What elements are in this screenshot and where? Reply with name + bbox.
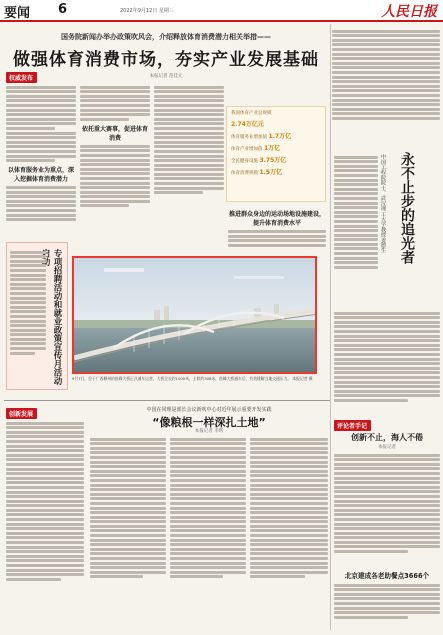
bottom-kicker: 中国在同理是部长会议新吹中心对近年展示重要开发实践: [146, 407, 272, 413]
infographic-value-1: 1.7万亿: [268, 133, 292, 140]
lead-byline: 本报记者 范佳元: [149, 74, 183, 79]
subhead-1: 以体育服务业为重点，深入挖掘体育消费潜力: [7, 167, 74, 184]
infographic-title: 我国体育产业总规模: [231, 111, 272, 116]
subhead-3: 推进群众身边的运动场地设施建设，提升体育消费水平: [228, 211, 325, 227]
newspaper-page: [0, 24, 443, 635]
section-name: 要闻: [4, 6, 31, 21]
infographic-value-2: 1万亿: [263, 145, 281, 152]
bridge-photo: [72, 256, 317, 374]
lead-column-2: [80, 84, 150, 236]
bridge-illustration: [74, 258, 317, 374]
infographic-total: 2.74万亿元: [231, 121, 264, 128]
bottom-byline: 本报记者 李明: [194, 429, 224, 434]
bottom-column-3: [250, 436, 328, 630]
lead-article-header: [4, 28, 328, 79]
lead-column-1: [6, 84, 76, 236]
tag-commentary: 评论者手记: [334, 420, 371, 431]
masthead: [0, 0, 443, 22]
commentary-byline: 本报记者: [378, 445, 396, 450]
page-number: 6: [58, 2, 68, 17]
lead-kicker: 国务院新闻办举办政策吹风会，介绍释放体育消费潜力相关举措——: [61, 33, 271, 41]
bottom-column-2: [170, 436, 246, 630]
infographic-value-4: 1.5万亿: [259, 169, 283, 176]
right-vertical-kicker: 中国工程院院士、武汉理工大学教授姜德生: [380, 154, 386, 253]
side-vertical-title: 专项招聘活动和就业政策宣传月活动: [52, 249, 62, 385]
tag-innovation: 创新发展: [6, 408, 37, 419]
right-bottom-text: [334, 582, 440, 630]
commentary-text: [334, 452, 440, 564]
infographic-item-1: 体育服务业增加值: [231, 135, 267, 140]
infographic-item-2: 体育产业增加值: [231, 147, 263, 152]
infographic-item-3: 全民健身设施: [231, 159, 258, 164]
issue-date: 2022年9月12日 星期三: [120, 8, 174, 14]
lead-headline: 做强体育消费市场，夯实产业发展基础: [13, 50, 319, 70]
photo-caption: 9月7日，位于广西柳州的鱼峰大桥正式通车运营，大桥全长约1000米，主跨约308米，鱼峰大桥通车后，有效缓解当地交通压力。 本报记者 摄: [72, 376, 313, 381]
industry-infographic: [226, 106, 326, 202]
bottom-column-1: [90, 436, 166, 630]
infographic-value-3: 3.75万亿: [259, 157, 287, 164]
right-vertical-title: 永不止步的追光者: [399, 152, 415, 264]
lead-column-3: [154, 84, 224, 236]
side-feature-box: [6, 242, 68, 390]
right-feature-continued: [334, 310, 440, 414]
lead-column-4: [228, 206, 326, 248]
tag-authoritative-release: 权威发布: [6, 72, 37, 83]
subhead-2: 依托重大赛事，促进体育消费: [81, 125, 148, 142]
commentary-title: 创新不止，海人不倦: [351, 433, 423, 442]
bottom-headline: “像粮根一样深扎土地”: [152, 416, 266, 429]
newspaper-logo: 人民日报: [381, 4, 437, 20]
infographic-item-4: 体育消费规模: [231, 171, 258, 176]
bottom-left-text: [6, 420, 84, 630]
right-bottom-title: 北京建成各老助餐点3666个: [344, 572, 430, 580]
right-feature-text: [334, 154, 378, 306]
